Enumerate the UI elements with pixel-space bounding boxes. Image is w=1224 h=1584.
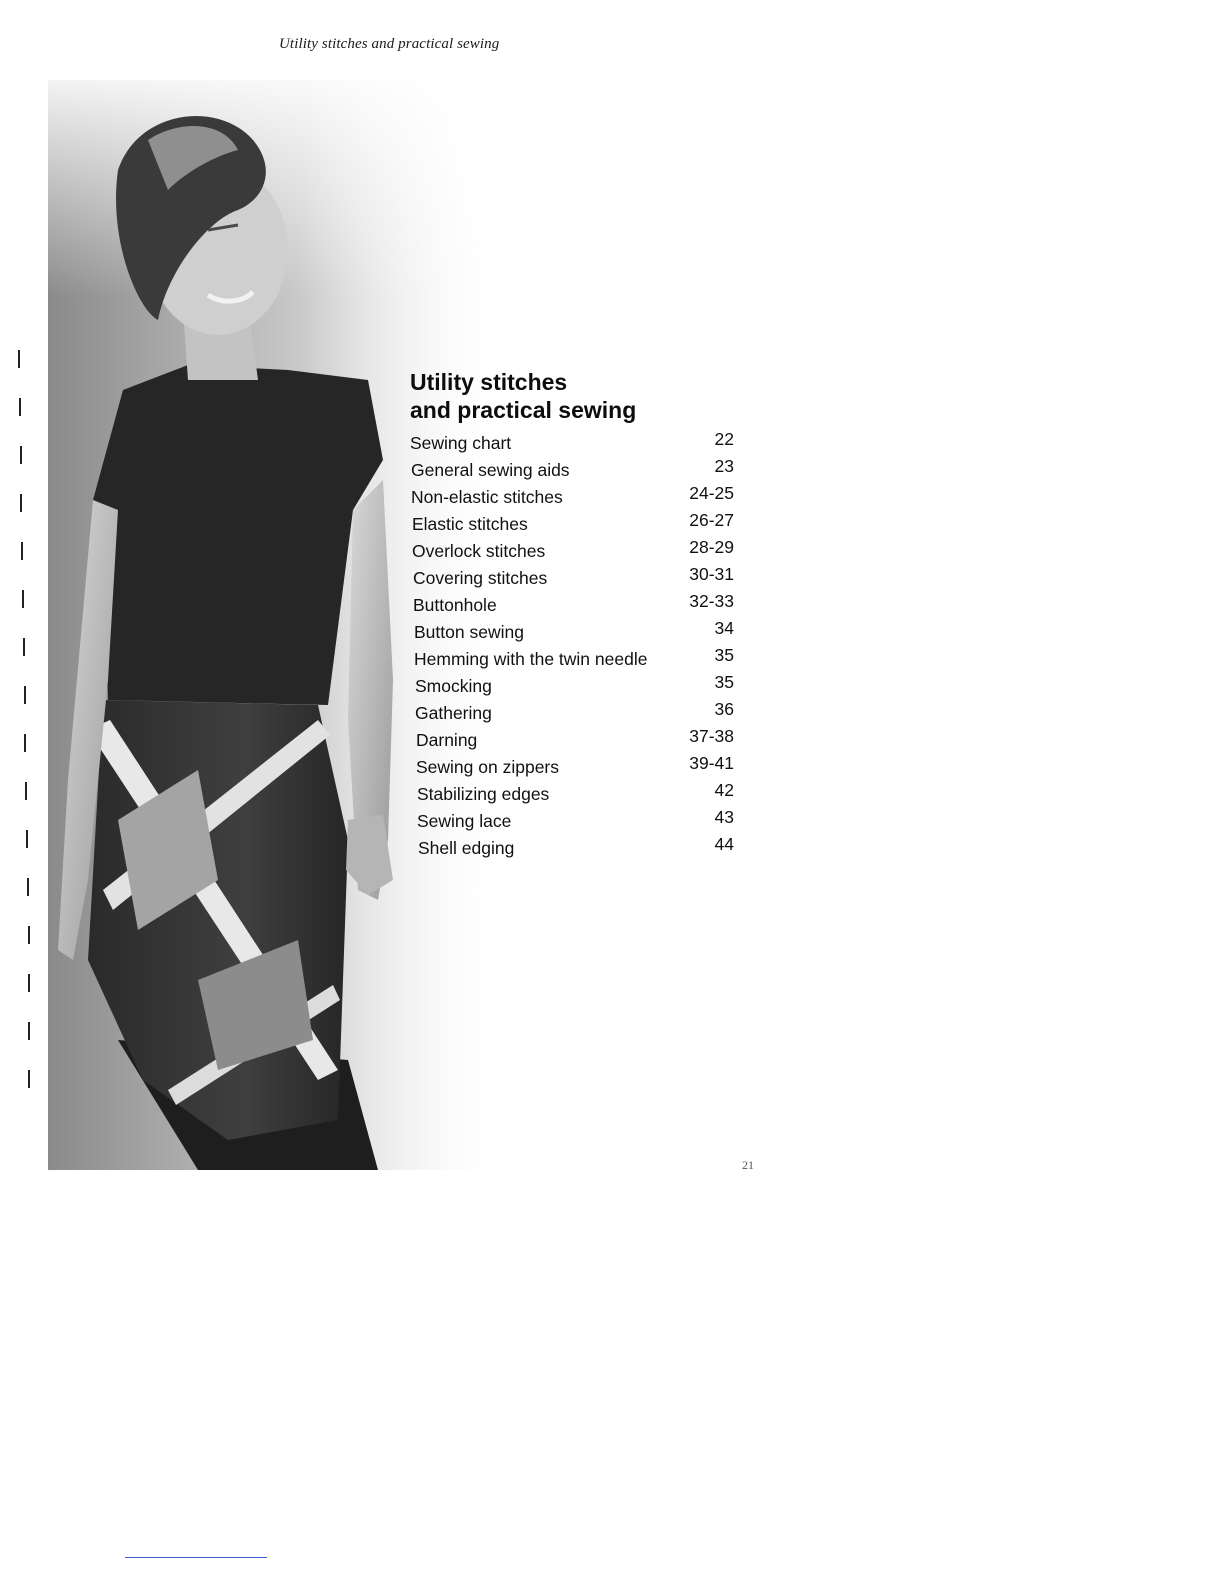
gutter-mark	[28, 926, 30, 944]
toc-entry-page: 30-31	[689, 564, 734, 584]
toc-entry	[416, 754, 740, 781]
gutter-mark	[28, 1070, 30, 1088]
toc-list	[410, 430, 740, 862]
toc-entry-page: 36	[714, 699, 734, 719]
toc-entry-page: 37-38	[689, 726, 734, 746]
gutter-mark	[23, 638, 25, 656]
toc-entry-label: Gathering	[415, 703, 492, 723]
toc-entry-page: 43	[714, 807, 734, 827]
toc-entry-label: Button sewing	[414, 622, 524, 642]
toc-entry	[414, 646, 740, 673]
toc-entry-page: 35	[714, 672, 734, 692]
toc-entry-page: 39-41	[689, 753, 734, 773]
toc-entry-page: 24-25	[689, 483, 734, 503]
footer-rule	[125, 1557, 267, 1558]
toc-entry-label: Shell edging	[418, 838, 515, 858]
toc-entry-label: Smocking	[415, 676, 492, 696]
gutter-mark	[22, 590, 24, 608]
toc-entry	[415, 673, 740, 700]
gutter-mark	[26, 830, 28, 848]
toc-entry-page: 35	[714, 645, 734, 665]
toc-entry-page: 32-33	[689, 591, 734, 611]
toc-entry	[418, 835, 740, 862]
table-of-contents	[410, 368, 740, 862]
toc-entry-page: 34	[714, 618, 734, 638]
toc-entry-page: 44	[714, 834, 734, 854]
toc-entry-label: Non-elastic stitches	[411, 487, 563, 507]
gutter-mark	[20, 494, 22, 512]
toc-title-line2: and practical sewing	[410, 397, 637, 423]
toc-entry-label: Sewing lace	[417, 811, 512, 831]
running-header: Utility stitches and practical sewing	[279, 36, 500, 52]
toc-entry-label: Sewing chart	[410, 433, 512, 453]
toc-entry	[410, 430, 740, 457]
toc-title	[410, 368, 740, 424]
gutter-mark	[20, 446, 22, 464]
page-number: 21	[742, 1158, 754, 1172]
gutter-mark	[19, 398, 21, 416]
toc-entry-label: General sewing aids	[411, 460, 570, 480]
gutter-mark	[24, 734, 26, 752]
toc-title-line1: Utility stitches	[410, 369, 568, 395]
gutter-mark	[25, 782, 27, 800]
gutter-mark	[27, 878, 29, 896]
toc-entry	[417, 781, 740, 808]
toc-entry-label: Stabilizing edges	[417, 784, 550, 804]
gutter-mark	[28, 1022, 30, 1040]
toc-entry	[414, 619, 740, 646]
toc-entry-label: Elastic stitches	[412, 514, 528, 534]
toc-entry-page: 23	[714, 456, 734, 476]
toc-entry-page: 22	[714, 429, 734, 449]
toc-entry-page: 28-29	[689, 537, 734, 557]
toc-entry-page: 42	[714, 780, 734, 800]
gutter-mark	[21, 542, 23, 560]
gutter-mark	[18, 350, 20, 368]
scan-gutter-marks	[18, 340, 38, 1170]
toc-entry-label: Overlock stitches	[412, 541, 546, 561]
toc-entry-label: Sewing on zippers	[416, 757, 559, 777]
gutter-mark	[28, 974, 30, 992]
toc-entry-label: Buttonhole	[413, 595, 497, 615]
toc-entry-label: Covering stitches	[413, 568, 548, 588]
toc-entry-label: Darning	[416, 730, 478, 750]
toc-entry-label: Hemming with the twin needle	[414, 649, 648, 669]
gutter-mark	[24, 686, 26, 704]
toc-entry-page: 26-27	[689, 510, 734, 530]
toc-entry	[417, 808, 740, 835]
toc-entry	[413, 592, 740, 619]
